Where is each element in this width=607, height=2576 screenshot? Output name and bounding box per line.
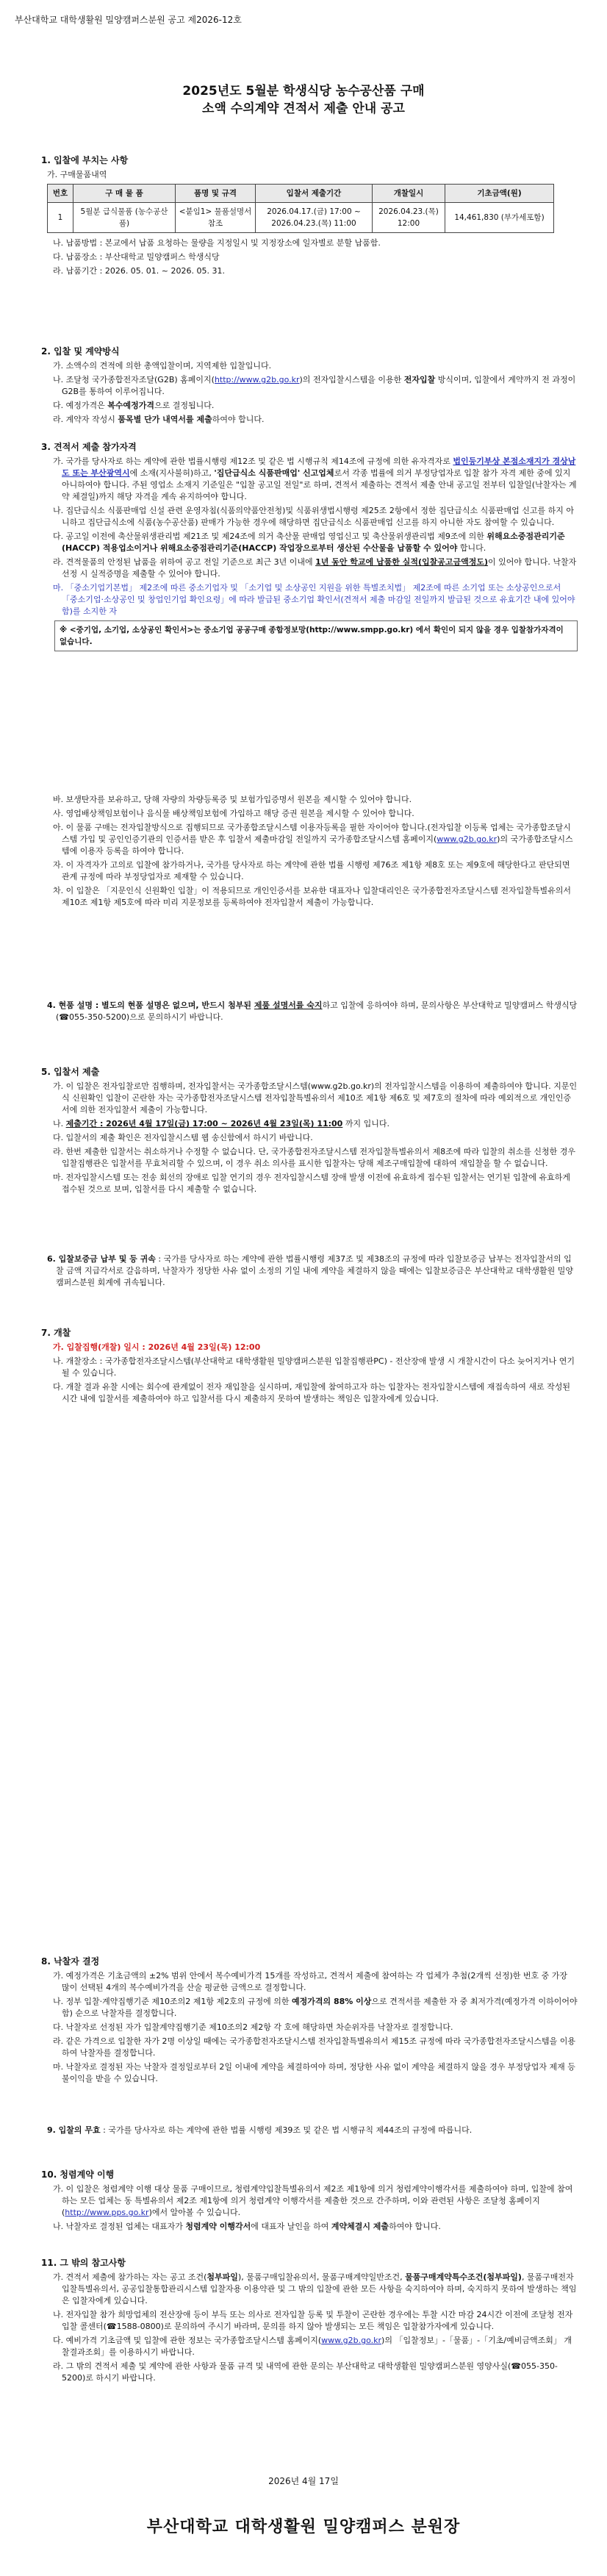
items-table — [47, 184, 554, 233]
section-10-na: 나. 낙찰자로 결정된 업체는 대표자가 청렴계약 이행각서에 대표자 날인을 하여 계약체결시 제출하여야 합니다. — [53, 2222, 441, 2231]
section-3-sa: 사. 영업배상책임보험이나 음식물 배상책임보험에 가입하고 해당 증권 원본을 제시할 수 있어야 합니다. — [53, 809, 414, 818]
section-11-na: 나. 전자입찰 참가 희망업체의 전산장애 등이 부득 또는 의사로 전자입찰 등록 및 투찰이 곤란한 경우에는 투찰 시간 마감 24시간 이전에 조달청 전자입찰 콜센터(☎1588-0800)로 문의하여 주시기 바라며, 문의를 하지 않아 발생되는 모든 책임은 입찰참가자에게 있습니다. — [53, 2310, 573, 2331]
section-5-heading: 5. 입찰서 제출 — [41, 1067, 100, 1077]
section-6 — [41, 1253, 578, 1291]
section-3-ra: 라. 견적물품의 안정된 납품을 위하여 공고 전일 기준으로 최근 3년 이내에 1년 동안 학교에 납품한 실적(입찰공고금액정도)이 있어야 합니다. 낙찰자 선정 시 실적증명을 제출할 수 있어야 합니다. — [53, 557, 577, 579]
header-item: 구 매 물 품 — [73, 185, 176, 203]
section-7-na: 나. 개찰장소 : 국가종합전자조달시스템(부산대학교 대학생활원 밀양캠퍼스분원 입찰집행관PC) - 전산장애 발생 시 개찰시간이 다소 늦어지거나 연기될 수 있습니다. — [53, 1356, 575, 1378]
section-3 — [41, 441, 578, 654]
section-3-note: ※ <중기업, 소기업, 소상공인 확인서>는 중소기업 공공구매 종합정보망(http://www.smpp.go.kr) 에서 확인이 되지 않을 경우 입찰참가자격이 없습니다. — [54, 620, 578, 651]
section-1-ra: 라. 납품기간 : 2026. 05. 01. ~ 2026. 05. 31. — [53, 266, 225, 276]
section-2-na: 나. 조달청 국가종합전자조달(G2B) 홈페이지(http://www.g2b.go.kr)의 전자입찰시스템을 이용한 전자입찰 방식이며, 입찰에서 계약까지 전 과정이 G2B를 통하여 이루어집니다. — [53, 375, 576, 396]
cell-open: 2026.04.23.(목) 12:00 — [373, 203, 445, 233]
title-line-1: 2025년도 5월분 학생식당 농수공산품 구매 — [182, 84, 425, 99]
cell-period: 2026.04.17.(금) 17:00 ~ 2026.04.23.(목) 11:00 — [256, 203, 373, 233]
section-4-text: 4. 현품 설명 : 별도의 현품 설명은 없으며, 반드시 첨부된 제품 설명서를 숙지하고 입찰에 응하여야 하며, 문의사항은 부산대학교 밀양캠퍼스 학생식당(☎055-350-5200)으로 문의하시기 바랍니다. — [47, 1001, 578, 1022]
section-3-ja: 자. 이 자격자가 고의로 입찰에 참가하거나, 국가를 당사자로 하는 계약에 관한 법률 시행령 제76조 제1항 제8호 또는 제9호에 해당한다고 판단되면 관계 규정에 따라 부정당업자로 제재할 수 있습니다. — [53, 860, 570, 881]
section-7-heading: 7. 개찰 — [41, 1328, 71, 1338]
cell-base: 14,461,830 (부가세포함) — [445, 203, 554, 233]
section-8-na: 나. 정부 입찰·계약집행기준 제10조의2 제1항 제2호의 규정에 의한 예정가격의 88% 이상으로 견적서를 제출한 자 중 최저가격(예정가격 이하이어야 함) 순으로 낙찰자를 결정합니다. — [53, 1997, 578, 2018]
section-2-ra: 라. 계약자 작성시 품목별 단가 내역서를 제출하여야 합니다. — [53, 415, 265, 424]
section-11 — [41, 2257, 578, 2386]
section-11-ga: 가. 견적서 제출에 참가하는 자는 공고 조건(첨부파일), 물품구매입찰유의서, 물품구매계약일반조건, 물품구매계약특수조건(첨부파일), 물품구매전자입찰특별유의서, 공공입찰통합관리시스템 입찰자용 이용약관 및 그 밖의 입찰에 관한 모든 사항을 숙지하여야 하며, 숙지하지 못하여 발생하는 책임은 입찰자에게 있습니다. — [53, 2272, 577, 2305]
section-1-da: 다. 납품장소 : 부산대학교 밀양캠퍼스 학생식당 — [53, 252, 220, 262]
section-11-ra: 라. 그 밖의 견적서 제출 및 계약에 관한 사항과 물품 규격 및 내역에 관한 문의는 부산대학교 대학생활원 밀양캠퍼스분원 영양사실(☎055-350-5200)로 하시기 바랍니다. — [53, 2361, 558, 2383]
g2b-link[interactable]: http://www.g2b.go.kr — [214, 375, 300, 384]
section-4 — [41, 1000, 578, 1026]
section-8-ma: 마. 낙찰자로 결정된 자는 낙찰자 결정일로부터 2일 이내에 계약을 체결하여야 하며, 정당한 사유 없이 계약을 체결하지 않을 경우 부정당업자 제재 등 불이익을 받을 수 있습니다. — [53, 2062, 575, 2083]
section-1-na: 나. 납품방법 : 본교에서 납품 요청하는 물량을 지정일시 및 지정장소에 일자별로 분할 납품함. — [53, 238, 381, 248]
section-5-da: 다. 입찰서의 제출 확인은 전자입찰시스템 웹 송신함에서 하시기 바랍니다. — [53, 1133, 313, 1142]
pps-link[interactable]: http://www.pps.go.kr — [65, 2208, 149, 2217]
section-5-ra: 라. 한번 제출한 입찰서는 취소하거나 수정할 수 없습니다. 단, 국가종합전자조달시스템 전자입찰특별유의서 제8조에 따라 입찰의 취소를 신청한 경우 입찰집행관은 입찰서를 무효처리할 수 있으며, 이 경우 취소 의사를 표시한 입찰자는 당해 제조구매입찰에 대하여 재입찰을 할 수 없습니다. — [53, 1147, 575, 1168]
section-2 — [41, 346, 578, 428]
section-1-heading: 1. 입찰에 부치는 사항 — [41, 155, 129, 165]
title-line-2: 소액 수의계약 견적서 제출 안내 공고 — [202, 101, 405, 116]
cell-spec: <붙임1> 물품설명서 참조 — [176, 203, 256, 233]
section-3-ma: 마. 「중소기업기본법」 제2조에 따른 중소기업자 및 「소기업 및 소상공인 지원을 위한 특별조치법」 제2조에 따른 소기업 또는 소상공인으로서 「중소기업·소상공인 및 창업인기업 확인요령」에 따라 발급된 중소기업 확인서(견적서 제출 마감일 전일까지 발급된 것으로 유효기간 내에 있어야 함)를 소지한 자 — [53, 583, 575, 616]
header-spec: 품명 및 규격 — [176, 185, 256, 203]
table-row — [48, 203, 554, 233]
section-10-heading: 10. 청렴계약 이행 — [41, 2169, 115, 2180]
section-1-ga: 가. 구매물품내역 — [47, 170, 107, 179]
section-10 — [41, 2169, 578, 2235]
section-3-na: 나. 집단급식소 식품판매업 신설 관련 운영자침(식품의약품안전청)및 식품위생법시행령 제25조 2항에서 정한 집단급식소 식품판매업 신고를 하지 아니하고 집단급식소에 식품(농수공산품) 판매가 가능한 경우에 해당하면 집단급식소 식품판매업 신고를 하지 아니한 자도 참여할 수 있습니다. — [53, 506, 574, 527]
g2b-link-2[interactable]: www.g2b.go.kr — [437, 834, 498, 844]
header-period: 입찰서 제출기간 — [256, 185, 373, 203]
section-6-text: 6. 입찰보증금 납부 및 등 귀속 : 국가를 당사자로 하는 계약에 관한 법률시행령 제37조 및 제38조의 규정에 따라 입찰보증금 납부는 전자입찰서의 입찰 금액 지급각서로 갈음하며, 낙찰자가 정당한 사유 없이 소정의 기일 내에 계약을 체결하지 않을 때에는 입찰보증금은 부산대학교 대학생활원 밀양캠퍼스분원 회계에 귀속됩니다. — [47, 1254, 573, 1287]
section-3-heading: 3. 견적서 제출 참가자격 — [41, 442, 137, 452]
section-9-text: 9. 입찰의 무효 : 국가를 당사자로 하는 계약에 관한 법률 시행령 제39조 및 같은 법 시행규칙 제44조의 규정에 따릅니다. — [47, 2125, 473, 2135]
section-8-ra: 라. 같은 가격으로 입찰한 자가 2명 이상일 때에는 국가종합전자조달시스템 전자입찰특별유의서 제15조 규정에 따라 국가종합전자조달시스템을 이용하여 낙찰자를 결정합니다. — [53, 2036, 575, 2058]
items-table-header — [48, 185, 554, 203]
cell-item: 5월분 급식물품 (농수공산품) — [73, 203, 176, 233]
notice-number: 부산대학교 대학생활원 밀양캠퍼스분원 공고 제2026-12호 — [15, 15, 242, 25]
g2b-link-3[interactable]: www.g2b.go.kr — [321, 2336, 382, 2345]
header-no: 번호 — [48, 185, 73, 203]
section-7 — [41, 1327, 578, 1407]
section-3-cha: 차. 이 입찰은 「지문인식 신원확인 입찰」이 적용되므로 개인인증서를 보유한 대표자나 입찰대리인은 국가종합전자조달시스템 전자입찰특별유의서 제10조 제1항 제5호에 따라 미리 지문정보를 등록하여야 전자입찰서 제출이 가능합니다. — [53, 886, 572, 907]
section-3-da: 다. 공고일 이전에 축산물위생관리법 제21조 및 제24조에 의거 축산물 판매업 영업신고 및 축산물위생관리법 제9조에 의한 위해요소중점관리기준(HACCP) 적용업소이거나 위해요소중점관리기준(HACCP) 작업장으로부터 생산된 수산물을 납품할 수 있어야 합니다. — [53, 532, 565, 553]
section-7-ga: 가. 입찰집행(개찰) 일시 : 2026년 4월 23일(목) 12:00 — [53, 1342, 261, 1352]
section-8-heading: 8. 낙찰자 결정 — [41, 1956, 100, 1967]
section-9 — [41, 2125, 578, 2139]
section-3-aa: 아. 이 물품 구매는 전자입찰방식으로 집행되므로 국가종합조달시스템 이용자등록을 필한 자이어야 합니다.(전자입찰 이등록 업체는 국가종합조달시스템 가입 및 공인인증기관의 인증서를 받은 후 입찰서 제출마감일 전일까지 국가종합조달시스템 홈페이지(www.g2b.go.kr)의 국가종합조달시스템에 이용자 등록을 하여야 합니다. — [53, 823, 573, 856]
section-5-ma: 마. 전자입찰시스템 또는 전송 회선의 장애로 입찰 연기의 경우 전자입찰시스템 장애 발생 이전에 유효하게 접수된 입찰서는 연기된 입찰에 유효하게 접수된 것으로 보며, 입찰서를 다시 제출할 수 없습니다. — [53, 1173, 570, 1194]
section-5-na: 나. 제출기간 : 2026년 4월 17일(금) 17:00 ~ 2026년 4월 23일(목) 11:00 까지 입니다. — [53, 1119, 389, 1128]
section-1 — [41, 154, 578, 279]
section-2-ga: 가. 소액수의 견적에 의한 총액입찰이며, 지역제한 입찰입니다. — [53, 361, 272, 371]
section-5-ga: 가. 이 입찰은 전자입찰로만 집행하며, 전자입찰서는 국가종합조달시스템(www.g2b.go.kr)의 전자입찰시스템을 이용하여 제출하여야 합니다. 지문인식 신원확인 입찰이 곤란한 자는 국가종합전자조달시스템 전자입찰특별유의서 제10조 제1항 제6호 및 제7호의 절차에 따라 예외적으로 개인인증서에 의한 전자입찰서 제출이 가능합니다. — [53, 1081, 578, 1115]
notice-title — [0, 82, 607, 118]
section-8 — [41, 1956, 578, 2087]
section-2-heading: 2. 입찰 및 계약방식 — [41, 346, 120, 357]
section-3-ba: 바. 보생탄자를 보유하고, 당해 자량의 차량등록증 및 보험가입증명서 원본을 제시할 수 있어야 합니다. — [53, 795, 412, 804]
header-open: 개찰일시 — [373, 185, 445, 203]
header-base: 기초금액(원) — [445, 185, 554, 203]
section-2-da: 다. 예정가격은 복수예정가격으로 결정됩니다. — [53, 401, 215, 410]
section-3-ga: 가. 국가를 당사자로 하는 계약에 관한 법률시행령 제12조 및 같은 법 시행규칙 제14조에 규정에 의한 유자격자로 법인등기부상 본점소재지가 경상남도 또는 부산광역시에 소재(지사불허)하고, '집단급식소 식품판매업' 신고업체로서 각종 법률에 의거 부정당업자로 입찰 참가 자격 제한 중에 있지 아니하여야 합니다. 주된 영업소 소재지 기준일은 "입찰 공고일 전일"로 하며, 견적서 제출하는 견적서 제출 안내 공고일 전부터 입찰일(낙찰자는 계약 체결일)까지 해당 자격을 계속 유지하여야 합니다. — [53, 457, 577, 501]
notice-date: 2026년 4월 17일 — [268, 2476, 339, 2486]
section-8-da: 다. 낙찰자로 선정된 자가 입찰계약집행기준 제10조의2 제2항 각 호에 해당하면 차순위자를 낙찰자로 결정합니다. — [53, 2022, 453, 2032]
section-5 — [41, 1066, 578, 1198]
section-8-ga: 가. 예정가격은 기초금액의 ±2% 범위 안에서 복수예비가격 15개를 작성하고, 견적서 제출에 참여하는 각 업체가 추첨(2개씩 선정)한 번호 중 가장 많이 선택된 4개의 복수예비가격을 산술 평균한 금액으로 결정합니다. — [53, 1971, 567, 1992]
section-3-cont — [41, 794, 578, 911]
issuer-name: 부산대학교 대학생활원 밀양캠퍼스 분원장 — [146, 2518, 461, 2536]
section-10-ga: 가. 이 입찰은 청렴계약 이행 대상 물품 구매이므로, 청렴계약입찰특별유의서 제2조 제1항에 의거 청렴계약이행각서를 제출하여야 하며, 입찰에 참여하는 모든 업체는 동 특별유의서 제2조 제1항에 의거 청렴계약 이행각서를 제출한 것으로 간주하며, 이와 관련된 사항은 조달청 홈페이지(http://www.pps.go.kr)에서 알아볼 수 있습니다. — [53, 2184, 573, 2217]
section-7-da: 다. 개찰 결과 유찰 시에는 회수에 관계없이 전자 재입찰을 실시하며, 재입찰에 참여하고자 하는 입찰자는 전자입찰시스템에 재접속하여 새로 작성된 시간 내에 입찰서를 제출하여야 하고 입찰서를 다시 제출하지 못하여 발생하는 책임은 입찰자에게 있습니다. — [53, 1382, 570, 1403]
section-11-da: 다. 예비가격 기초금액 및 입찰에 관한 정보는 국가종합조달시스템 홈페이지(www.g2b.go.kr)의 「입찰정보」-「물품」-「기초/예비금액조회」 개찰결과조회」를 이용하시기 바랍니다. — [53, 2336, 572, 2357]
section-11-heading: 11. 그 밖의 참고사항 — [41, 2258, 126, 2268]
cell-no: 1 — [48, 203, 73, 233]
